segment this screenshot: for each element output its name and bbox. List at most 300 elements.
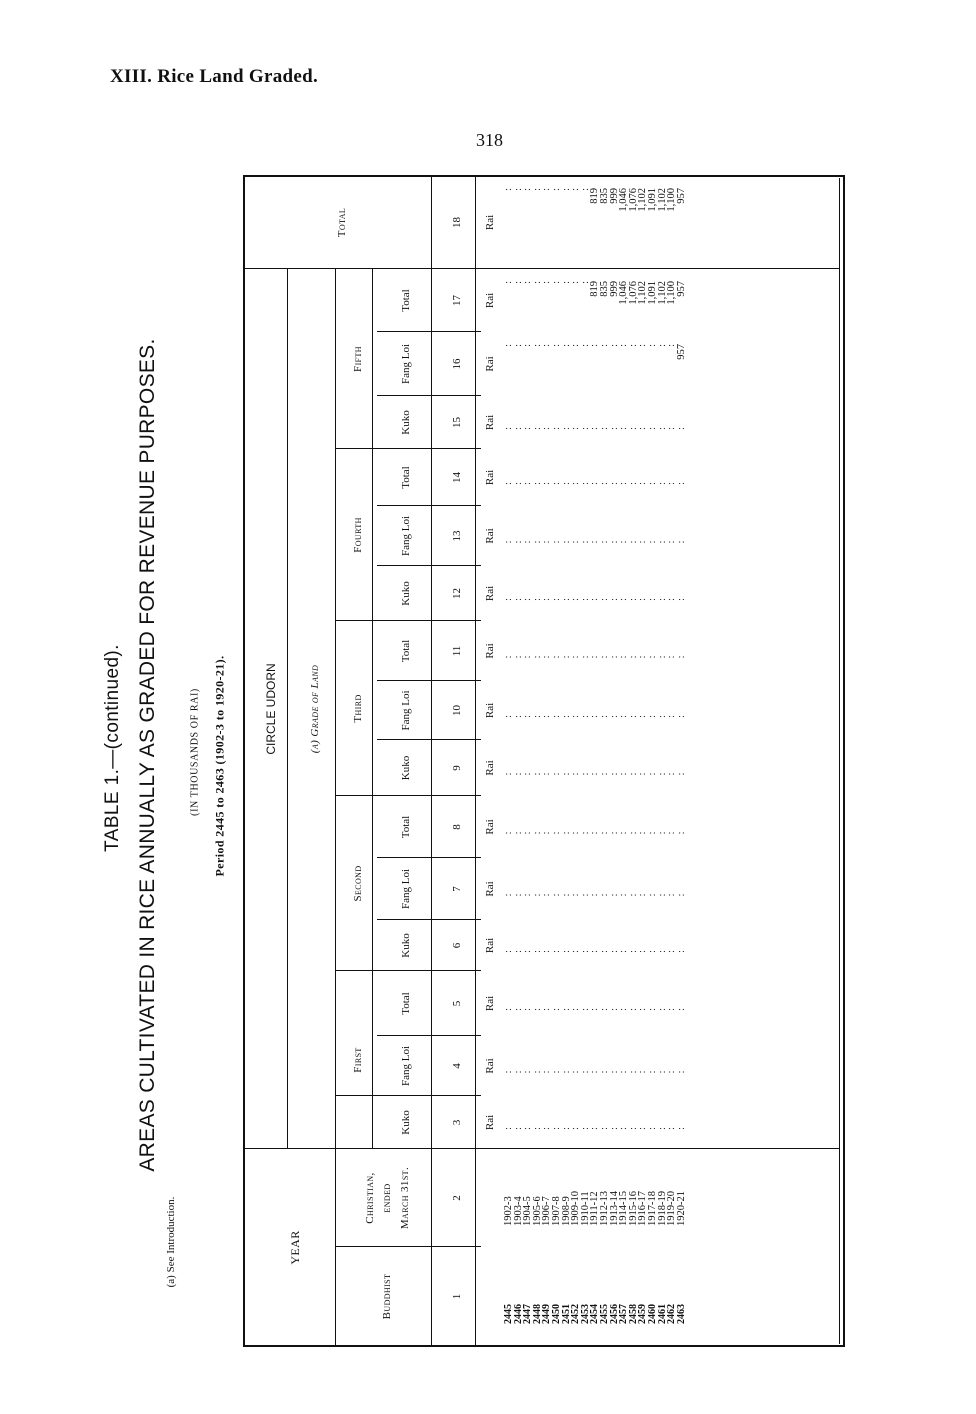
- cell-blank-dots: :: [579, 598, 591, 601]
- cell-blank-dots: :: [550, 772, 562, 776]
- cell-blank-dots: :: [579, 1127, 591, 1130]
- cell-blank-dots: :: [627, 1127, 639, 1130]
- buddhist-year: 2446: [512, 1304, 524, 1324]
- cell-blank-dots: :: [666, 1008, 678, 1011]
- grade-third-fang-loi-header: Fang Loi: [399, 690, 412, 731]
- grade-fourth-header: Fourth: [351, 517, 364, 553]
- grade-fifth-header: Fifth: [351, 346, 364, 372]
- cell-blank-dots: :: [666, 893, 678, 897]
- cell-blank-dots: :: [646, 598, 658, 601]
- buddhist-year: 2457: [618, 1304, 630, 1324]
- cell-blank-dots: :: [570, 1070, 582, 1074]
- buddhist-year: 2449: [541, 1304, 553, 1324]
- cell-blank-dots: :: [579, 655, 591, 659]
- unit-label: Rai: [484, 881, 497, 897]
- buddhist-year: 2453: [579, 1304, 591, 1324]
- grade-second-header: Second: [351, 865, 364, 902]
- christian-year: 1910-11: [579, 1191, 591, 1226]
- christian-year: 1920-21: [675, 1191, 687, 1226]
- cell-blank-dots: :: [531, 427, 543, 430]
- cell-blank-dots: :: [608, 540, 620, 544]
- cell-blank-dots: :: [550, 344, 562, 347]
- cell-blank-dots: :: [560, 427, 572, 430]
- grade-first-kuko-header: Kuko: [399, 1110, 412, 1135]
- cell-blank-dots: :: [598, 950, 610, 953]
- cell-blank-dots: :: [608, 893, 620, 897]
- cell-blank-dots: :: [627, 540, 639, 544]
- christian-year: 1902-3: [503, 1196, 514, 1226]
- cell-blank-dots: :: [579, 950, 591, 953]
- cell-blank-dots: :: [627, 772, 639, 776]
- cell-blank-dots: :: [675, 1070, 687, 1074]
- cell-blank-dots: :: [589, 831, 601, 835]
- cell-blank-dots: :: [646, 344, 658, 347]
- cell-blank-dots: :: [531, 344, 543, 347]
- cell-blank-dots: :: [503, 188, 514, 191]
- data-column-17: [504, 281, 686, 332]
- christian-year: 1903-4: [512, 1196, 524, 1226]
- cell-blank-dots: :: [637, 482, 649, 485]
- column-number-8: 8: [451, 824, 464, 830]
- cell-blank-dots: :: [646, 482, 658, 485]
- christian-year: 1914-15: [618, 1191, 630, 1226]
- cell-blank-dots: :: [531, 1127, 543, 1130]
- cell-blank-dots: :: [503, 344, 514, 347]
- cell-blank-dots: :: [531, 482, 543, 485]
- cell-blank-dots: :: [531, 893, 543, 897]
- cell-blank-dots: :: [608, 1127, 620, 1130]
- cell-blank-dots: :: [503, 893, 514, 897]
- cell-blank-dots: :: [579, 281, 591, 284]
- cell-blank-dots: :: [531, 950, 543, 953]
- cell-blank-dots: :: [627, 1008, 639, 1011]
- cell-blank-dots: :: [656, 893, 668, 897]
- cell-blank-dots: :: [550, 655, 562, 659]
- cell-blank-dots: :: [570, 893, 582, 897]
- cell-blank-dots: :: [666, 950, 678, 953]
- buddhist-year: 2455: [598, 1304, 610, 1324]
- grade-third-header: Third: [351, 694, 364, 723]
- column-number-12: 12: [451, 588, 464, 599]
- column-number-11: 11: [451, 645, 464, 657]
- cell-value: 1,102: [637, 188, 649, 212]
- christian-year: 1909-10: [570, 1191, 582, 1226]
- cell-blank-dots: :: [608, 1008, 620, 1011]
- cell-blank-dots: :: [560, 598, 572, 601]
- cell-blank-dots: :: [656, 1070, 668, 1074]
- cell-blank-dots: :: [656, 540, 668, 544]
- cell-blank-dots: :: [589, 950, 601, 953]
- data-column-3: [504, 1108, 686, 1149]
- cell-blank-dots: :: [608, 344, 620, 347]
- cell-blank-dots: :: [570, 540, 582, 544]
- cell-value: 1,076: [627, 188, 639, 212]
- cell-blank-dots: :: [618, 950, 630, 953]
- unit-label: Rai: [484, 292, 497, 309]
- cell-blank-dots: :: [618, 1008, 630, 1011]
- cell-blank-dots: :: [560, 1127, 572, 1130]
- cell-blank-dots: :: [579, 188, 591, 191]
- cell-blank-dots: :: [512, 598, 524, 601]
- cell-blank-dots: :: [618, 1127, 630, 1130]
- grade-fourth-kuko-header: Kuko: [399, 581, 412, 606]
- cell-blank-dots: :: [618, 1070, 630, 1074]
- cell-blank-dots: :: [666, 655, 678, 659]
- cell-blank-dots: :: [608, 831, 620, 835]
- cell-blank-dots: :: [598, 1008, 610, 1011]
- cell-blank-dots: :: [646, 950, 658, 953]
- cell-blank-dots: :: [550, 427, 562, 430]
- cell-blank-dots: :: [666, 1127, 678, 1130]
- cell-blank-dots: :: [550, 540, 562, 544]
- column-number-16: 16: [451, 358, 464, 370]
- cell-blank-dots: :: [531, 831, 543, 835]
- cell-value: 835: [598, 188, 610, 204]
- cell-blank-dots: :: [512, 893, 524, 897]
- cell-blank-dots: :: [541, 950, 553, 953]
- cell-blank-dots: :: [598, 655, 610, 659]
- cell-blank-dots: :: [618, 540, 630, 544]
- cell-blank-dots: :: [666, 772, 678, 776]
- cell-blank-dots: :: [579, 427, 591, 430]
- cell-blank-dots: :: [541, 188, 553, 191]
- cell-blank-dots: :: [618, 598, 630, 601]
- cell-blank-dots: :: [666, 715, 678, 718]
- cell-blank-dots: :: [675, 1008, 687, 1011]
- buddhist-year: 2450: [550, 1304, 562, 1324]
- cell-blank-dots: :: [675, 482, 687, 485]
- data-column-8: [504, 808, 686, 858]
- cell-blank-dots: :: [522, 540, 534, 544]
- cell-blank-dots: :: [598, 482, 610, 485]
- buddhist-header: Buddhist: [381, 1273, 394, 1320]
- cell-blank-dots: :: [531, 598, 543, 601]
- section-heading: XIII. Rice Land Graded.: [110, 66, 319, 87]
- cell-blank-dots: :: [675, 540, 687, 544]
- cell-blank-dots: :: [656, 427, 668, 430]
- cell-blank-dots: :: [512, 655, 524, 659]
- unit-label: Rai: [484, 469, 497, 486]
- cell-blank-dots: :: [512, 1127, 524, 1130]
- cell-blank-dots: :: [570, 655, 582, 659]
- buddhist-year: 2454: [589, 1304, 601, 1324]
- cell-blank-dots: :: [522, 427, 534, 430]
- cell-blank-dots: :: [656, 482, 668, 485]
- cell-blank-dots: :: [560, 344, 572, 347]
- cell-blank-dots: :: [541, 344, 553, 347]
- cell-blank-dots: :: [637, 540, 649, 544]
- cell-blank-dots: :: [570, 482, 582, 485]
- cell-blank-dots: :: [656, 715, 668, 718]
- cell-blank-dots: :: [541, 772, 553, 776]
- cell-blank-dots: :: [541, 281, 553, 284]
- cell-blank-dots: :: [512, 540, 524, 544]
- cell-blank-dots: :: [541, 655, 553, 659]
- cell-blank-dots: :: [579, 540, 591, 544]
- buddhist-year: 2445: [503, 1304, 514, 1324]
- cell-blank-dots: :: [618, 893, 630, 897]
- cell-blank-dots: :: [666, 598, 678, 601]
- buddhist-year: 2448: [531, 1304, 543, 1324]
- cell-blank-dots: :: [531, 772, 543, 776]
- cell-blank-dots: :: [503, 482, 514, 485]
- cell-blank-dots: :: [637, 772, 649, 776]
- cell-blank-dots: :: [531, 188, 543, 191]
- unit-label: Rai: [484, 528, 497, 544]
- cell-blank-dots: :: [541, 893, 553, 897]
- unit-label: Rai: [484, 214, 497, 231]
- cell-blank-dots: :: [550, 598, 562, 601]
- cell-blank-dots: :: [666, 540, 678, 544]
- grade-fifth-kuko-header: Kuko: [399, 410, 412, 435]
- cell-blank-dots: :: [541, 1008, 553, 1011]
- grade-second-fang-loi-header: Fang Loi: [399, 868, 412, 910]
- unit-label: Rai: [484, 702, 497, 719]
- cell-value: 1,076: [627, 281, 639, 305]
- cell-value: 957: [675, 188, 687, 204]
- cell-blank-dots: :: [570, 715, 582, 718]
- cell-blank-dots: :: [666, 1070, 678, 1074]
- cell-blank-dots: :: [522, 831, 534, 835]
- cell-blank-dots: :: [541, 427, 553, 430]
- cell-blank-dots: :: [608, 1070, 620, 1074]
- cell-blank-dots: :: [618, 344, 630, 347]
- cell-blank-dots: :: [675, 772, 687, 776]
- cell-blank-dots: :: [570, 1008, 582, 1011]
- cell-blank-dots: :: [512, 427, 524, 430]
- cell-blank-dots: :: [656, 344, 668, 347]
- buddhist-year-column: [504, 1304, 686, 1324]
- cell-blank-dots: :: [637, 344, 649, 347]
- cell-blank-dots: :: [550, 281, 562, 284]
- cell-blank-dots: :: [646, 1070, 658, 1074]
- data-column-12: [504, 578, 686, 621]
- cell-blank-dots: :: [675, 655, 687, 659]
- cell-blank-dots: :: [522, 950, 534, 953]
- cell-blank-dots: :: [627, 427, 639, 430]
- cell-blank-dots: :: [560, 188, 572, 191]
- cell-blank-dots: :: [608, 950, 620, 953]
- cell-blank-dots: :: [512, 715, 524, 718]
- cell-blank-dots: :: [589, 655, 601, 659]
- christian-year: 1918-19: [656, 1191, 668, 1226]
- cell-blank-dots: :: [598, 344, 610, 347]
- cell-blank-dots: :: [522, 655, 534, 659]
- cell-blank-dots: :: [579, 715, 591, 718]
- column-number-10: 10: [451, 705, 464, 716]
- cell-blank-dots: :: [589, 715, 601, 718]
- cell-blank-dots: :: [503, 715, 514, 718]
- cell-blank-dots: :: [589, 1070, 601, 1074]
- cell-blank-dots: :: [522, 344, 534, 347]
- cell-blank-dots: :: [522, 482, 534, 485]
- cell-blank-dots: :: [550, 482, 562, 485]
- cell-value: 1,091: [646, 188, 658, 212]
- cell-blank-dots: :: [522, 1008, 534, 1011]
- cell-value: 1,100: [666, 188, 678, 212]
- cell-blank-dots: :: [560, 482, 572, 485]
- cell-blank-dots: :: [675, 831, 687, 835]
- cell-value: 1,102: [656, 281, 668, 305]
- buddhist-year: 2459: [637, 1304, 649, 1324]
- cell-blank-dots: :: [503, 281, 514, 284]
- cell-blank-dots: :: [503, 655, 514, 659]
- cell-blank-dots: :: [656, 950, 668, 953]
- cell-blank-dots: :: [579, 1008, 591, 1011]
- cell-blank-dots: :: [646, 1127, 658, 1130]
- buddhist-year: 2462: [666, 1304, 678, 1324]
- cell-blank-dots: :: [637, 655, 649, 659]
- buddhist-year: 2460: [646, 1304, 658, 1324]
- cell-blank-dots: :: [560, 950, 572, 953]
- cell-blank-dots: :: [522, 893, 534, 897]
- footnote: (a) See Introduction.: [165, 1196, 177, 1288]
- data-column-6: [504, 932, 686, 971]
- cell-blank-dots: :: [666, 831, 678, 835]
- christian-year: 1916-17: [637, 1191, 649, 1226]
- cell-blank-dots: :: [579, 482, 591, 485]
- cell-blank-dots: :: [589, 1127, 601, 1130]
- cell-value: 1,102: [637, 281, 649, 305]
- cell-blank-dots: :: [531, 715, 543, 718]
- grade-fourth-total-header: Total: [399, 466, 412, 489]
- unit-label: Rai: [484, 1058, 497, 1074]
- cell-blank-dots: :: [560, 893, 572, 897]
- cell-blank-dots: :: [589, 598, 601, 601]
- cell-blank-dots: :: [503, 772, 514, 776]
- cell-blank-dots: :: [512, 344, 524, 347]
- cell-blank-dots: :: [598, 1127, 610, 1130]
- cell-blank-dots: :: [579, 1070, 591, 1074]
- christian-year-column: [504, 1191, 686, 1226]
- cell-blank-dots: :: [598, 893, 610, 897]
- cell-blank-dots: :: [637, 1070, 649, 1074]
- cell-blank-dots: :: [522, 188, 534, 191]
- buddhist-year: 2456: [608, 1304, 620, 1324]
- buddhist-year: 2461: [656, 1304, 668, 1324]
- cell-blank-dots: :: [531, 655, 543, 659]
- cell-blank-dots: :: [675, 893, 687, 897]
- cell-blank-dots: :: [560, 540, 572, 544]
- cell-blank-dots: :: [656, 772, 668, 776]
- cell-blank-dots: :: [637, 598, 649, 601]
- unit-label: Rai: [484, 819, 497, 835]
- data-column-18: [504, 188, 686, 269]
- grade-first-total-header: Total: [399, 992, 412, 1015]
- cell-blank-dots: :: [531, 540, 543, 544]
- cell-value: 1,100: [666, 281, 678, 305]
- column-number-3: 3: [451, 1119, 464, 1126]
- cell-blank-dots: :: [589, 893, 601, 897]
- cell-blank-dots: :: [666, 482, 678, 485]
- cell-blank-dots: :: [531, 1008, 543, 1011]
- column-number-9: 9: [451, 765, 464, 771]
- cell-blank-dots: :: [522, 772, 534, 776]
- buddhist-year: 2447: [522, 1304, 534, 1324]
- unit-label: Rai: [484, 1114, 497, 1131]
- cell-blank-dots: :: [522, 1127, 534, 1130]
- cell-blank-dots: :: [618, 715, 630, 718]
- unit-label: Rai: [484, 356, 497, 372]
- christian-year: 1905-6: [531, 1196, 543, 1226]
- unit-label: Rai: [484, 643, 497, 659]
- cell-blank-dots: :: [531, 281, 543, 284]
- cell-blank-dots: :: [522, 281, 534, 284]
- cell-value: 835: [598, 281, 610, 297]
- cell-blank-dots: :: [522, 598, 534, 601]
- cell-blank-dots: :: [541, 831, 553, 835]
- column-number-2: 2: [451, 1195, 464, 1201]
- year-header: YEAR: [287, 1230, 302, 1265]
- cell-blank-dots: :: [656, 655, 668, 659]
- column-number-18: 18: [451, 217, 464, 228]
- cell-blank-dots: :: [608, 482, 620, 485]
- cell-blank-dots: :: [656, 831, 668, 835]
- cell-value: 999: [608, 281, 620, 297]
- cell-blank-dots: :: [570, 772, 582, 776]
- cell-blank-dots: :: [637, 427, 649, 430]
- cell-blank-dots: :: [503, 1127, 514, 1130]
- christian-year: 1913-14: [608, 1191, 620, 1226]
- cell-blank-dots: :: [541, 598, 553, 601]
- buddhist-year: 2458: [627, 1304, 639, 1324]
- cell-blank-dots: :: [656, 1008, 668, 1011]
- cell-blank-dots: :: [522, 715, 534, 718]
- cell-value: 1,102: [656, 188, 668, 212]
- christian-year: 1919-20: [666, 1191, 678, 1226]
- data-column-9: [504, 752, 686, 796]
- cell-blank-dots: :: [608, 655, 620, 659]
- cell-blank-dots: :: [656, 1127, 668, 1130]
- cell-blank-dots: :: [646, 772, 658, 776]
- cell-blank-dots: :: [579, 344, 591, 347]
- cell-blank-dots: :: [560, 715, 572, 718]
- cell-blank-dots: :: [560, 831, 572, 835]
- cell-blank-dots: :: [512, 281, 524, 284]
- cell-blank-dots: :: [666, 344, 678, 347]
- cell-blank-dots: :: [637, 893, 649, 897]
- cell-blank-dots: :: [637, 831, 649, 835]
- cell-blank-dots: :: [503, 1070, 514, 1074]
- cell-blank-dots: :: [503, 950, 514, 953]
- christian-year: 1904-5: [522, 1196, 534, 1226]
- christian-year: 1915-16: [627, 1191, 639, 1226]
- cell-blank-dots: :: [570, 188, 582, 191]
- cell-value: 1,091: [646, 281, 658, 305]
- cell-blank-dots: :: [627, 655, 639, 659]
- cell-blank-dots: :: [608, 715, 620, 718]
- cell-blank-dots: :: [560, 772, 572, 776]
- cell-blank-dots: :: [560, 655, 572, 659]
- christian-year: 1906-7: [541, 1196, 553, 1226]
- grade-fourth-fang-loi-header: Fang Loi: [399, 515, 412, 557]
- column-number-5: 5: [451, 1000, 464, 1007]
- christian-header-line2: ended: [381, 1183, 394, 1213]
- data-column-4: [504, 1048, 686, 1096]
- column-number-7: 7: [451, 886, 464, 892]
- cell-blank-dots: :: [627, 1070, 639, 1074]
- cell-blank-dots: :: [550, 893, 562, 897]
- cell-value: 819: [589, 188, 601, 204]
- grade-header: (a) Grade of Land: [309, 664, 322, 754]
- cell-blank-dots: :: [589, 344, 601, 347]
- cell-blank-dots: :: [646, 893, 658, 897]
- cell-blank-dots: :: [560, 1070, 572, 1074]
- cell-blank-dots: :: [579, 893, 591, 897]
- cell-blank-dots: :: [541, 715, 553, 718]
- data-column-16: [504, 344, 686, 396]
- data-column-7: [504, 870, 686, 920]
